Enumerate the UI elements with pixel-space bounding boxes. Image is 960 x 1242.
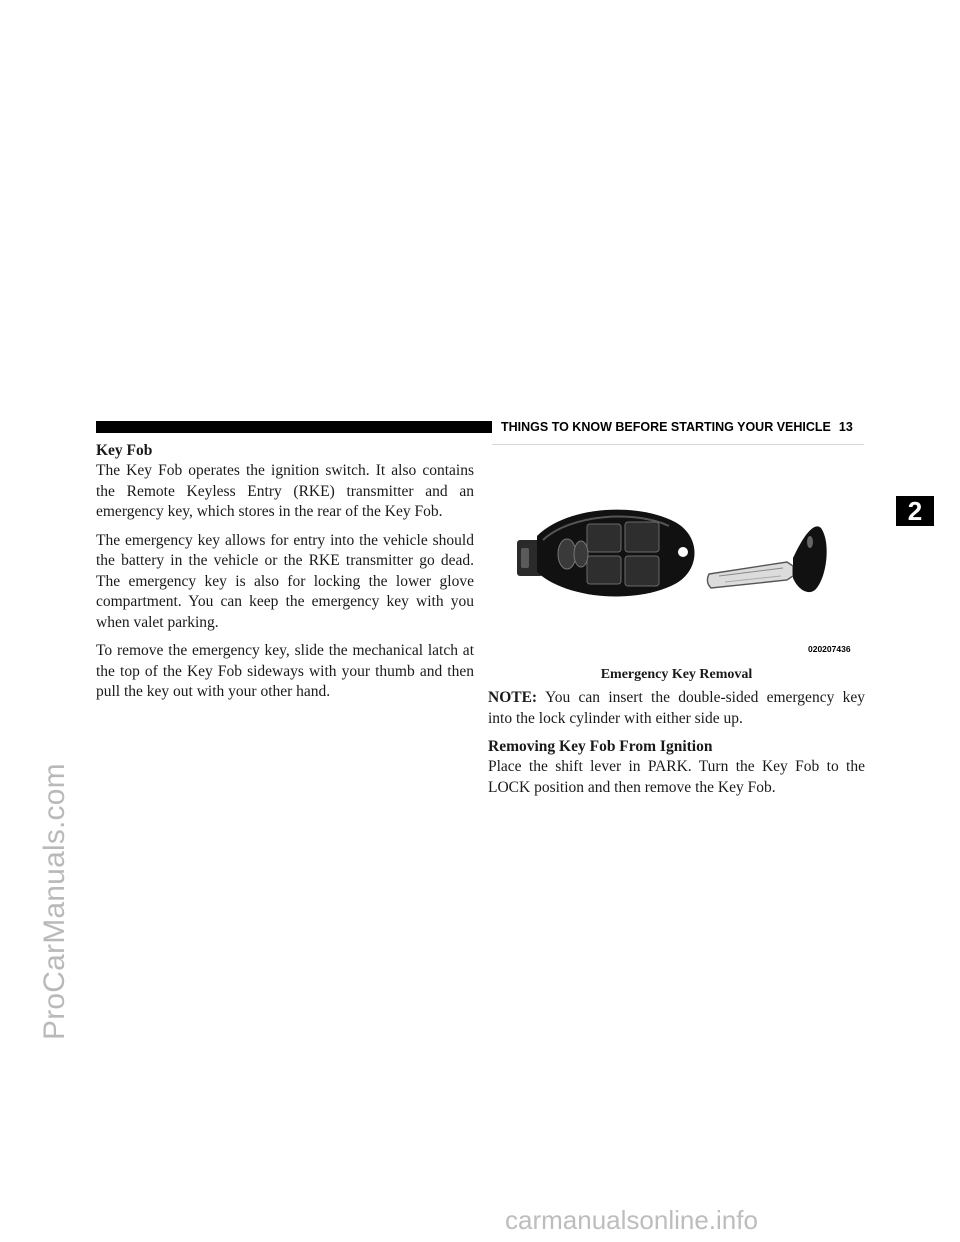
figure-code: 020207436 <box>808 644 851 654</box>
note-label: NOTE: <box>488 689 538 706</box>
running-header-title: THINGS TO KNOW BEFORE STARTING YOUR VEHICLE <box>501 420 831 434</box>
emergency-key-icon <box>707 526 826 592</box>
paragraph: To remove the emergency key, slide the mechanical latch at the top of the Key Fob sideways with your thumb and then pull the key out with your other hand. <box>96 642 474 700</box>
right-column <box>488 688 865 806</box>
header-bar <box>96 421 492 433</box>
paragraph: The Key Fob operates the ignition switch. It also contains the Remote Keyless Entry (RKE) transmitter and an emergency key, which stores in the rear of the Key Fob. <box>96 462 474 520</box>
key-fob-icon <box>517 510 695 597</box>
paragraph: The emergency key allows for entry into the vehicle should the battery in the vehicle or the RKE transmitter go dead. The emergency key is also for locking the lower glove compartment. You can keep the emergency key with you when valet parking. <box>96 531 474 631</box>
note-text: You can insert the double-sided emergency key into the lock cylinder with either side up. <box>488 689 865 727</box>
paragraph: Place the shift lever in PARK. Turn the Key Fob to the LOCK position and then remove the Key Fob. <box>488 758 865 796</box>
header-rule <box>492 444 864 445</box>
page-number: 13 <box>838 420 853 434</box>
watermark-carmanualsonline: carmanualsonline.info <box>505 1205 758 1235</box>
chapter-tab: 2 <box>896 496 934 526</box>
figure-caption: Emergency Key Removal <box>600 667 753 682</box>
section-heading-key-fob: Key Fob <box>96 442 153 459</box>
running-header <box>501 420 866 434</box>
note-paragraph <box>488 688 865 729</box>
figure-illustration <box>497 492 867 657</box>
emergency-key-figure <box>497 492 867 657</box>
watermark-procarmanuals: ProCarManuals.com <box>38 763 71 1040</box>
section-heading-removing-key-fob: Removing Key Fob From Ignition <box>488 738 713 755</box>
left-column <box>96 441 474 711</box>
